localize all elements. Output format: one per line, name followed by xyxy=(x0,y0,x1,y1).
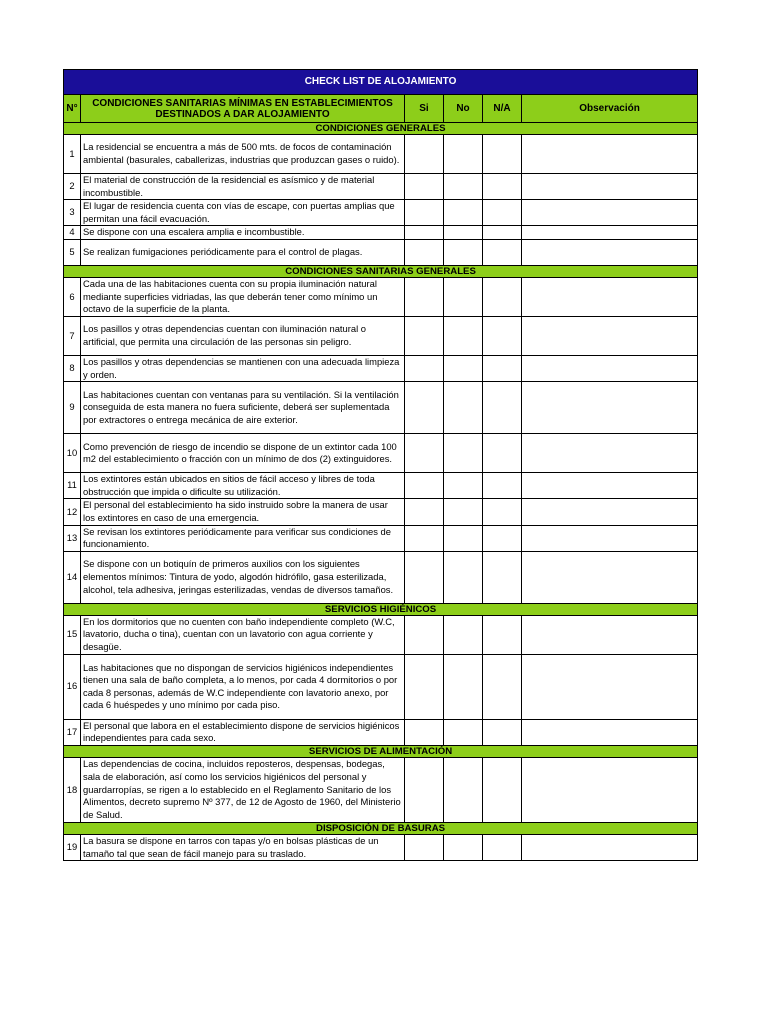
observation-cell[interactable] xyxy=(522,757,698,822)
item-description: Las dependencias de cocina, incluidos reposteros, despensas, bodegas, sala de elaboración, así como los servicios higiénicos del personal y guardarropías, se rigen a lo establecido en el Reglamento Sanitario de los Alimentos, decreto supremo Nº 377, de 12 de Agosto de 1960, del Ministerio de Salud. xyxy=(81,757,405,822)
item-number: 1 xyxy=(64,135,81,174)
no-check-cell[interactable] xyxy=(444,226,483,240)
item-description: El material de construcción de la residencial es asísmico y de material incombustible. xyxy=(81,174,405,200)
header-na: N/A xyxy=(483,95,522,123)
section-header-row xyxy=(64,123,698,135)
na-check-cell[interactable] xyxy=(483,174,522,200)
item-number: 6 xyxy=(64,277,81,316)
si-check-cell[interactable] xyxy=(405,200,444,226)
item-description: Se realizan fumigaciones periódicamente para el control de plagas. xyxy=(81,239,405,265)
no-check-cell[interactable] xyxy=(444,174,483,200)
item-description: El personal que labora en el establecimiento dispone de servicios higiénicos independientes para cada sexo. xyxy=(81,719,405,745)
item-number: 17 xyxy=(64,719,81,745)
si-check-cell[interactable] xyxy=(405,757,444,822)
na-check-cell[interactable] xyxy=(483,654,522,719)
si-check-cell[interactable] xyxy=(405,719,444,745)
na-check-cell[interactable] xyxy=(483,200,522,226)
section-title: CONDICIONES SANITARIAS GENERALES xyxy=(64,265,698,277)
si-check-cell[interactable] xyxy=(405,239,444,265)
na-check-cell[interactable] xyxy=(483,135,522,174)
no-check-cell[interactable] xyxy=(444,382,483,434)
title-row xyxy=(64,70,698,95)
header-condition: CONDICIONES SANITARIAS MÍNIMAS EN ESTABLECIMIENTOS DESTINADOS A DAR ALOJAMIENTO xyxy=(81,95,405,123)
no-check-cell[interactable] xyxy=(444,200,483,226)
observation-cell[interactable] xyxy=(522,834,698,860)
checklist-table xyxy=(63,69,698,861)
observation-cell[interactable] xyxy=(522,654,698,719)
observation-cell[interactable] xyxy=(522,200,698,226)
checklist-row xyxy=(64,615,698,654)
item-number: 14 xyxy=(64,551,81,603)
checklist-row xyxy=(64,135,698,174)
checklist-row xyxy=(64,525,698,551)
checklist-row xyxy=(64,473,698,499)
observation-cell[interactable] xyxy=(522,226,698,240)
section-header-row xyxy=(64,745,698,757)
item-description: Como prevención de riesgo de incendio se dispone de un extintor cada 100 m2 del establecimiento o fracción con un mínimo de dos (2) extinguidores. xyxy=(81,434,405,473)
section-title: DISPOSICIÓN DE BASURAS xyxy=(64,822,698,834)
item-number: 15 xyxy=(64,615,81,654)
no-check-cell[interactable] xyxy=(444,239,483,265)
item-number: 3 xyxy=(64,200,81,226)
checklist-row xyxy=(64,226,698,240)
si-check-cell[interactable] xyxy=(405,551,444,603)
na-check-cell[interactable] xyxy=(483,719,522,745)
no-check-cell[interactable] xyxy=(444,654,483,719)
na-check-cell[interactable] xyxy=(483,525,522,551)
si-check-cell[interactable] xyxy=(405,434,444,473)
header-no: No xyxy=(444,95,483,123)
header-si: Si xyxy=(405,95,444,123)
na-check-cell[interactable] xyxy=(483,239,522,265)
observation-cell[interactable] xyxy=(522,434,698,473)
checklist-row xyxy=(64,200,698,226)
na-check-cell[interactable] xyxy=(483,226,522,240)
item-number: 11 xyxy=(64,473,81,499)
no-check-cell[interactable] xyxy=(444,473,483,499)
item-description: Los pasillos y otras dependencias cuentan con iluminación natural o artificial, que permita una circulación de las personas sin peligro. xyxy=(81,316,405,355)
na-check-cell[interactable] xyxy=(483,434,522,473)
checklist-row xyxy=(64,239,698,265)
si-check-cell[interactable] xyxy=(405,277,444,316)
item-number: 9 xyxy=(64,382,81,434)
na-check-cell[interactable] xyxy=(483,499,522,525)
item-description: El personal del establecimiento ha sido instruido sobre la manera de usar los extintores en caso de una emergencia. xyxy=(81,499,405,525)
si-check-cell[interactable] xyxy=(405,834,444,860)
na-check-cell[interactable] xyxy=(483,615,522,654)
si-check-cell[interactable] xyxy=(405,174,444,200)
item-description: La residencial se encuentra a más de 500 mts. de focos de contaminación ambiental (basurales, caballerizas, industrias que produzcan gases o ruido). xyxy=(81,135,405,174)
no-check-cell[interactable] xyxy=(444,525,483,551)
item-number: 12 xyxy=(64,499,81,525)
na-check-cell[interactable] xyxy=(483,473,522,499)
no-check-cell[interactable] xyxy=(444,135,483,174)
observation-cell[interactable] xyxy=(522,355,698,381)
observation-cell[interactable] xyxy=(522,382,698,434)
header-num: N° xyxy=(64,95,81,123)
observation-cell[interactable] xyxy=(522,615,698,654)
section-header-row xyxy=(64,265,698,277)
no-check-cell[interactable] xyxy=(444,277,483,316)
si-check-cell[interactable] xyxy=(405,525,444,551)
checklist-row xyxy=(64,316,698,355)
si-check-cell[interactable] xyxy=(405,499,444,525)
na-check-cell[interactable] xyxy=(483,382,522,434)
no-check-cell[interactable] xyxy=(444,316,483,355)
item-description: El lugar de residencia cuenta con vías de escape, con puertas amplias que permitan una fácil evacuación. xyxy=(81,200,405,226)
si-check-cell[interactable] xyxy=(405,226,444,240)
item-description: Las habitaciones que no dispongan de servicios higiénicos independientes tienen una sala de baño completa, a lo menos, por cada 4 dormitorios o por cada 8 personas, además de W.C independiente con lavatorio anexo, por cada 6 huéspedes y uno mínimo por cada piso. xyxy=(81,654,405,719)
checklist-row xyxy=(64,434,698,473)
observation-cell[interactable] xyxy=(522,277,698,316)
si-check-cell[interactable] xyxy=(405,316,444,355)
no-check-cell[interactable] xyxy=(444,615,483,654)
item-description: Los extintores están ubicados en sitios de fácil acceso y libres de toda obstrucción que impida o dificulte su utilización. xyxy=(81,473,405,499)
si-check-cell[interactable] xyxy=(405,355,444,381)
section-header-row xyxy=(64,603,698,615)
na-check-cell[interactable] xyxy=(483,277,522,316)
checklist-row xyxy=(64,719,698,745)
checklist-title: CHECK LIST DE ALOJAMIENTO xyxy=(64,70,698,95)
item-description: En los dormitorios que no cuenten con baño independiente completo (W.C, lavatorio, ducha o tina), cuentan con un lavatorio con agua corriente y desagüe. xyxy=(81,615,405,654)
checklist-row xyxy=(64,757,698,822)
no-check-cell[interactable] xyxy=(444,499,483,525)
item-number: 7 xyxy=(64,316,81,355)
observation-cell[interactable] xyxy=(522,499,698,525)
header-observation: Observación xyxy=(522,95,698,123)
observation-cell[interactable] xyxy=(522,551,698,603)
checklist-row xyxy=(64,834,698,860)
item-description: La basura se dispone en tarros con tapas y/o en bolsas plásticas de un tamaño tal que sean de fácil manejo para su traslado. xyxy=(81,834,405,860)
observation-cell[interactable] xyxy=(522,135,698,174)
item-description: Se dispone con una escalera amplia e incombustible. xyxy=(81,226,405,240)
item-number: 18 xyxy=(64,757,81,822)
section-header-row xyxy=(64,822,698,834)
no-check-cell[interactable] xyxy=(444,757,483,822)
item-number: 2 xyxy=(64,174,81,200)
item-number: 16 xyxy=(64,654,81,719)
na-check-cell[interactable] xyxy=(483,757,522,822)
item-number: 10 xyxy=(64,434,81,473)
no-check-cell[interactable] xyxy=(444,434,483,473)
section-title: CONDICIONES GENERALES xyxy=(64,123,698,135)
si-check-cell[interactable] xyxy=(405,654,444,719)
observation-cell[interactable] xyxy=(522,525,698,551)
checklist-row xyxy=(64,382,698,434)
checklist-row xyxy=(64,551,698,603)
no-check-cell[interactable] xyxy=(444,719,483,745)
item-description: Los pasillos y otras dependencias se mantienen con una adecuada limpieza y orden. xyxy=(81,355,405,381)
si-check-cell[interactable] xyxy=(405,615,444,654)
checklist-row xyxy=(64,355,698,381)
observation-cell[interactable] xyxy=(522,473,698,499)
si-check-cell[interactable] xyxy=(405,382,444,434)
na-check-cell[interactable] xyxy=(483,355,522,381)
no-check-cell[interactable] xyxy=(444,834,483,860)
checklist-row xyxy=(64,277,698,316)
section-title: SERVICIOS HIGIÉNICOS xyxy=(64,603,698,615)
observation-cell[interactable] xyxy=(522,174,698,200)
item-number: 4 xyxy=(64,226,81,240)
no-check-cell[interactable] xyxy=(444,551,483,603)
item-description: Se revisan los extintores periódicamente para verificar sus condiciones de funcionamiento. xyxy=(81,525,405,551)
no-check-cell[interactable] xyxy=(444,355,483,381)
si-check-cell[interactable] xyxy=(405,135,444,174)
checklist-row xyxy=(64,174,698,200)
item-number: 13 xyxy=(64,525,81,551)
header-row xyxy=(64,95,698,123)
si-check-cell[interactable] xyxy=(405,473,444,499)
na-check-cell[interactable] xyxy=(483,551,522,603)
section-title: SERVICIOS DE ALIMENTACIÓN xyxy=(64,745,698,757)
item-number: 5 xyxy=(64,239,81,265)
observation-cell[interactable] xyxy=(522,239,698,265)
item-description: Se dispone con un botiquín de primeros auxilios con los siguientes elementos mínimos: Tintura de yodo, algodón hidrófilo, gasa esterilizada, alcohol, tela adhesiva, jeringas esterilizadas, vendas de diversos tamaños. xyxy=(81,551,405,603)
item-description: Las habitaciones cuentan con ventanas para su ventilación. Si la ventilación conseguida de esta manera no fuera suficiente, deberá ser suplementada por extractores o entrega mecánica de aire exterior. xyxy=(81,382,405,434)
checklist-row xyxy=(64,499,698,525)
na-check-cell[interactable] xyxy=(483,834,522,860)
na-check-cell[interactable] xyxy=(483,316,522,355)
item-number: 19 xyxy=(64,834,81,860)
item-number: 8 xyxy=(64,355,81,381)
observation-cell[interactable] xyxy=(522,719,698,745)
observation-cell[interactable] xyxy=(522,316,698,355)
checklist-row xyxy=(64,654,698,719)
item-description: Cada una de las habitaciones cuenta con su propia iluminación natural mediante superficies vidriadas, las que deberán tener como mínimo un octavo de la superficie de la planta. xyxy=(81,277,405,316)
